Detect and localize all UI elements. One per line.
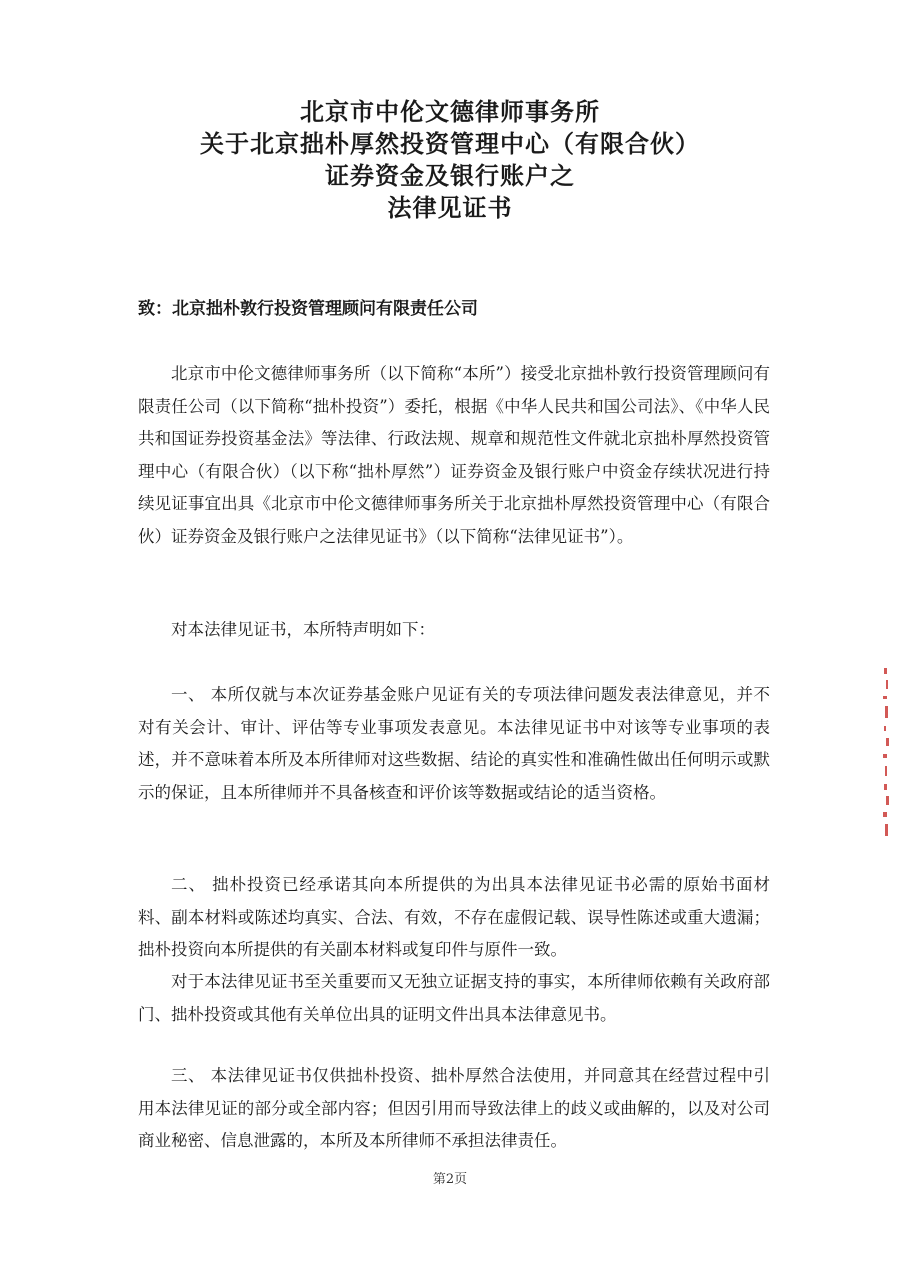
paragraph-item-one: 一、 本所仅就与本次证券基金账户见证有关的专项法律问题发表法律意见，并不对有关会计、审计、评估等专业事项发表意见。本法律见证书中对该等专业事项的表述，并不意味着本所及本所律师对这些数据、结论的真实性和准确性做出任何明示或默示的保证，且本所律师并不具备核查和评价该等数据或结论的适当资格。 [138,685,770,802]
page-number: 第2页 [432,1172,468,1187]
paragraph-intro: 北京市中伦文德律师事务所（以下简称“本所”）接受北京拙朴敦行投资管理顾问有限责任公司（以下简称“拙朴投资”）委托，根据《中华人民共和国公司法》、《中华人民共和国证券投资基金法》等法律、行政法规、规章和规范性文件就北京拙朴厚然投资管理中心（有限合伙）（以下称“拙朴厚然”）证券资金及银行账户中资金存续状况进行持续见证事宜出具《北京市中伦文德律师事务所关于北京拙朴厚然投资管理中心（有限合伙）证券资金及银行账户之法律见证书》（以下简称“法律见证书”）。 [138,364,770,546]
title-line-2: 关于北京拙朴厚然投资管理中心（有限合伙） [200,129,700,158]
title-line-4: 法律见证书 [387,193,513,222]
seam-stamp-edge-icon [880,668,892,844]
paragraph-item-three: 三、 本法律见证书仅供拙朴投资、拙朴厚然合法使用，并同意其在经营过程中引用本法律见证的部分或全部内容；但因引用而导致法律上的歧义或曲解的，以及对公司商业秘密、信息泄露的，本所及本所律师不承担法律责任。 [138,1066,770,1150]
addressee-line: 致：北京拙朴敦行投资管理顾问有限责任公司 [138,299,478,319]
paragraph-item-two: 二、 拙朴投资已经承诺其向本所提供的为出具本法律见证书必需的原始书面材料、副本材料或陈述均真实、合法、有效，不存在虚假记载、误导性陈述或重大遗漏；拙朴投资向本所提供的有关副本材料或复印件与原件一致。 [138,875,770,959]
document-title [0,96,900,224]
title-line-3: 证券资金及银行账户之 [325,161,575,190]
paragraph-declaration-lead: 对本法律见证书，本所特声明如下： [171,620,435,639]
title-line-1: 北京市中伦文德律师事务所 [300,97,600,126]
paragraph-item-two-continued: 对于本法律见证书至关重要而又无独立证据支持的事实，本所律师依赖有关政府部门、拙朴投资或其他有关单位出具的证明文件出具本法律意见书。 [138,972,770,1024]
